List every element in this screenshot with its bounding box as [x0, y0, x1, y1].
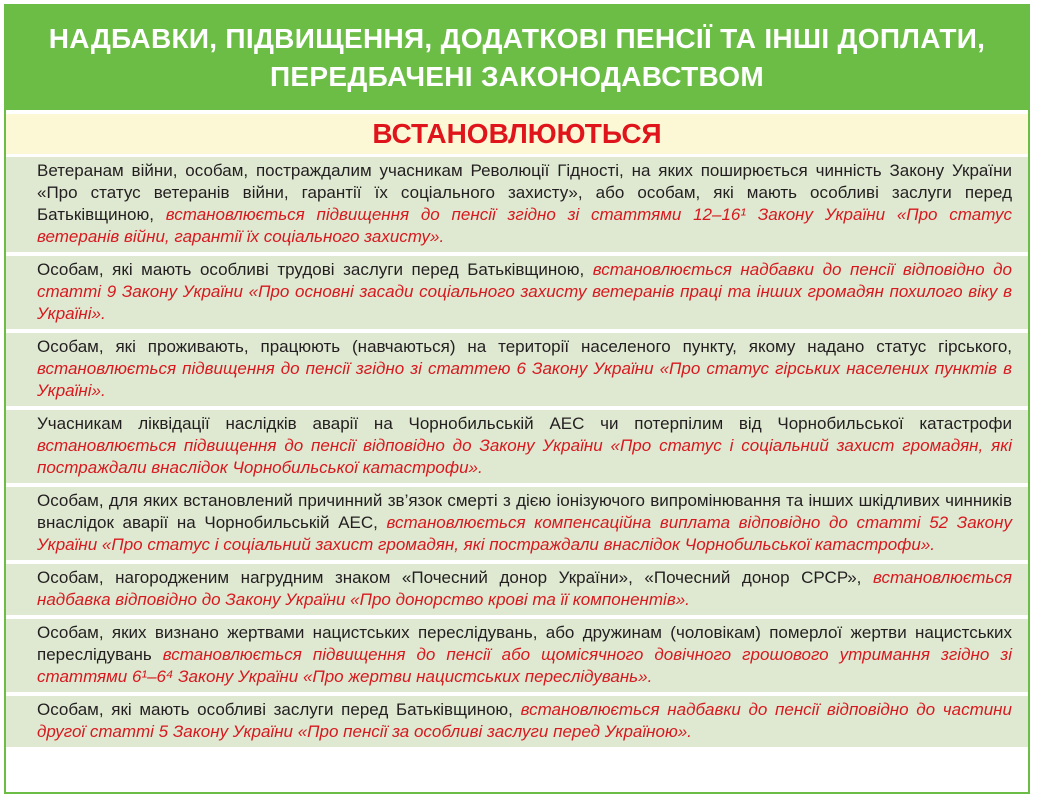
item-text: Особам, нагородженим нагрудним знаком «Почесний донор України», «Почесний донор СРСР», [37, 568, 873, 587]
list-item [6, 696, 1028, 747]
item-highlight: встановлюється надбавки до пенсії відповідно до статті 9 Закону України «Про основні засади соціального захисту ветеранів праці та інших громадян похилого віку в Україні». [37, 260, 1012, 323]
item-text: Особам, для яких встановлений причинний зв’язок смерті з дією іонізуючого випромінювання та інших шкідливих чинників внаслідок аварії на Чорнобильській АЕС, [37, 491, 1012, 532]
item-highlight: встановлюється підвищення до пенсії згідно зі статтями 12–16¹ Закону України «Про статус ветеранів війни, гарантії їх соціального захисту». [37, 205, 1012, 246]
item-highlight: встановлюється надбавка відповідно до Закону України «Про донорство крові та її компонентів». [37, 568, 1012, 609]
list-item [6, 564, 1028, 615]
item-text: Учасникам ліквідації наслідків аварії на Чорнобильській АЕС чи потерпілим від Чорнобильської катастрофи [37, 414, 1012, 433]
list-item [6, 333, 1028, 406]
list-item [6, 487, 1028, 560]
title-line-1: НАДБАВКИ, ПІДВИЩЕННЯ, ДОДАТКОВІ ПЕНСІЇ ТА ІНШІ ДОПЛАТИ, [48, 23, 986, 54]
item-text: Особам, які мають особливі заслуги перед Батьківщиною, [37, 700, 521, 719]
item-text: Особам, яких визнано жертвами нацистських переслідувань, або дружинам (чоловікам) померлої жертви нацистських переслідувань [37, 623, 1012, 664]
item-highlight: встановлюється надбавки до пенсії відповідно до частини другої статті 5 Закону України «Про пенсії за особливі заслуги перед Україною». [37, 700, 1012, 741]
item-text: Особам, які мають особливі трудові заслуги перед Батьківщиною, [37, 260, 593, 279]
list-item [6, 410, 1028, 483]
document-frame [4, 4, 1030, 794]
list-item [6, 619, 1028, 692]
item-highlight: встановлюється підвищення до пенсії відповідно до Закону України «Про статус і соціальний захист громадян, які постраждали внаслідок Чорнобильської катастрофи». [37, 436, 1012, 477]
title-line-2: ПЕРЕДБАЧЕНІ ЗАКОНОДАВСТВОМ [269, 61, 764, 92]
item-text: Ветеранам війни, особам, постраждалим учасникам Революції Гідності, на яких поширюється чинність Закону України «Про статус ветеранів війни, гарантії їх соціального захисту», або особам, які мають особливі заслуги перед Батьківщиною, [37, 161, 1012, 224]
item-highlight: встановлюється підвищення до пенсії або щомісячного довічного грошового утримання згідно зі статтями 6¹–6⁴ Закону України «Про жертви нацистських переслідувань». [37, 645, 1012, 686]
item-text: Особам, які проживають, працюють (навчаються) на території населеного пункту, якому надано статус гірського, [37, 337, 1012, 356]
item-highlight: встановлюється компенсаційна виплата відповідно до статті 52 Закону України «Про статус і соціальний захист громадян, які постраждали внаслідок Чорнобильської катастрофи». [37, 513, 1012, 554]
item-highlight: встановлюється підвищення до пенсії згідно зі статтею 6 Закону України «Про статус гірських населених пунктів в Україні». [37, 359, 1012, 400]
list-item [6, 157, 1028, 252]
page-title [6, 6, 1028, 110]
list-item [6, 256, 1028, 329]
items-list [6, 157, 1028, 751]
section-heading: ВСТАНОВЛЮЮТЬСЯ [6, 114, 1028, 154]
